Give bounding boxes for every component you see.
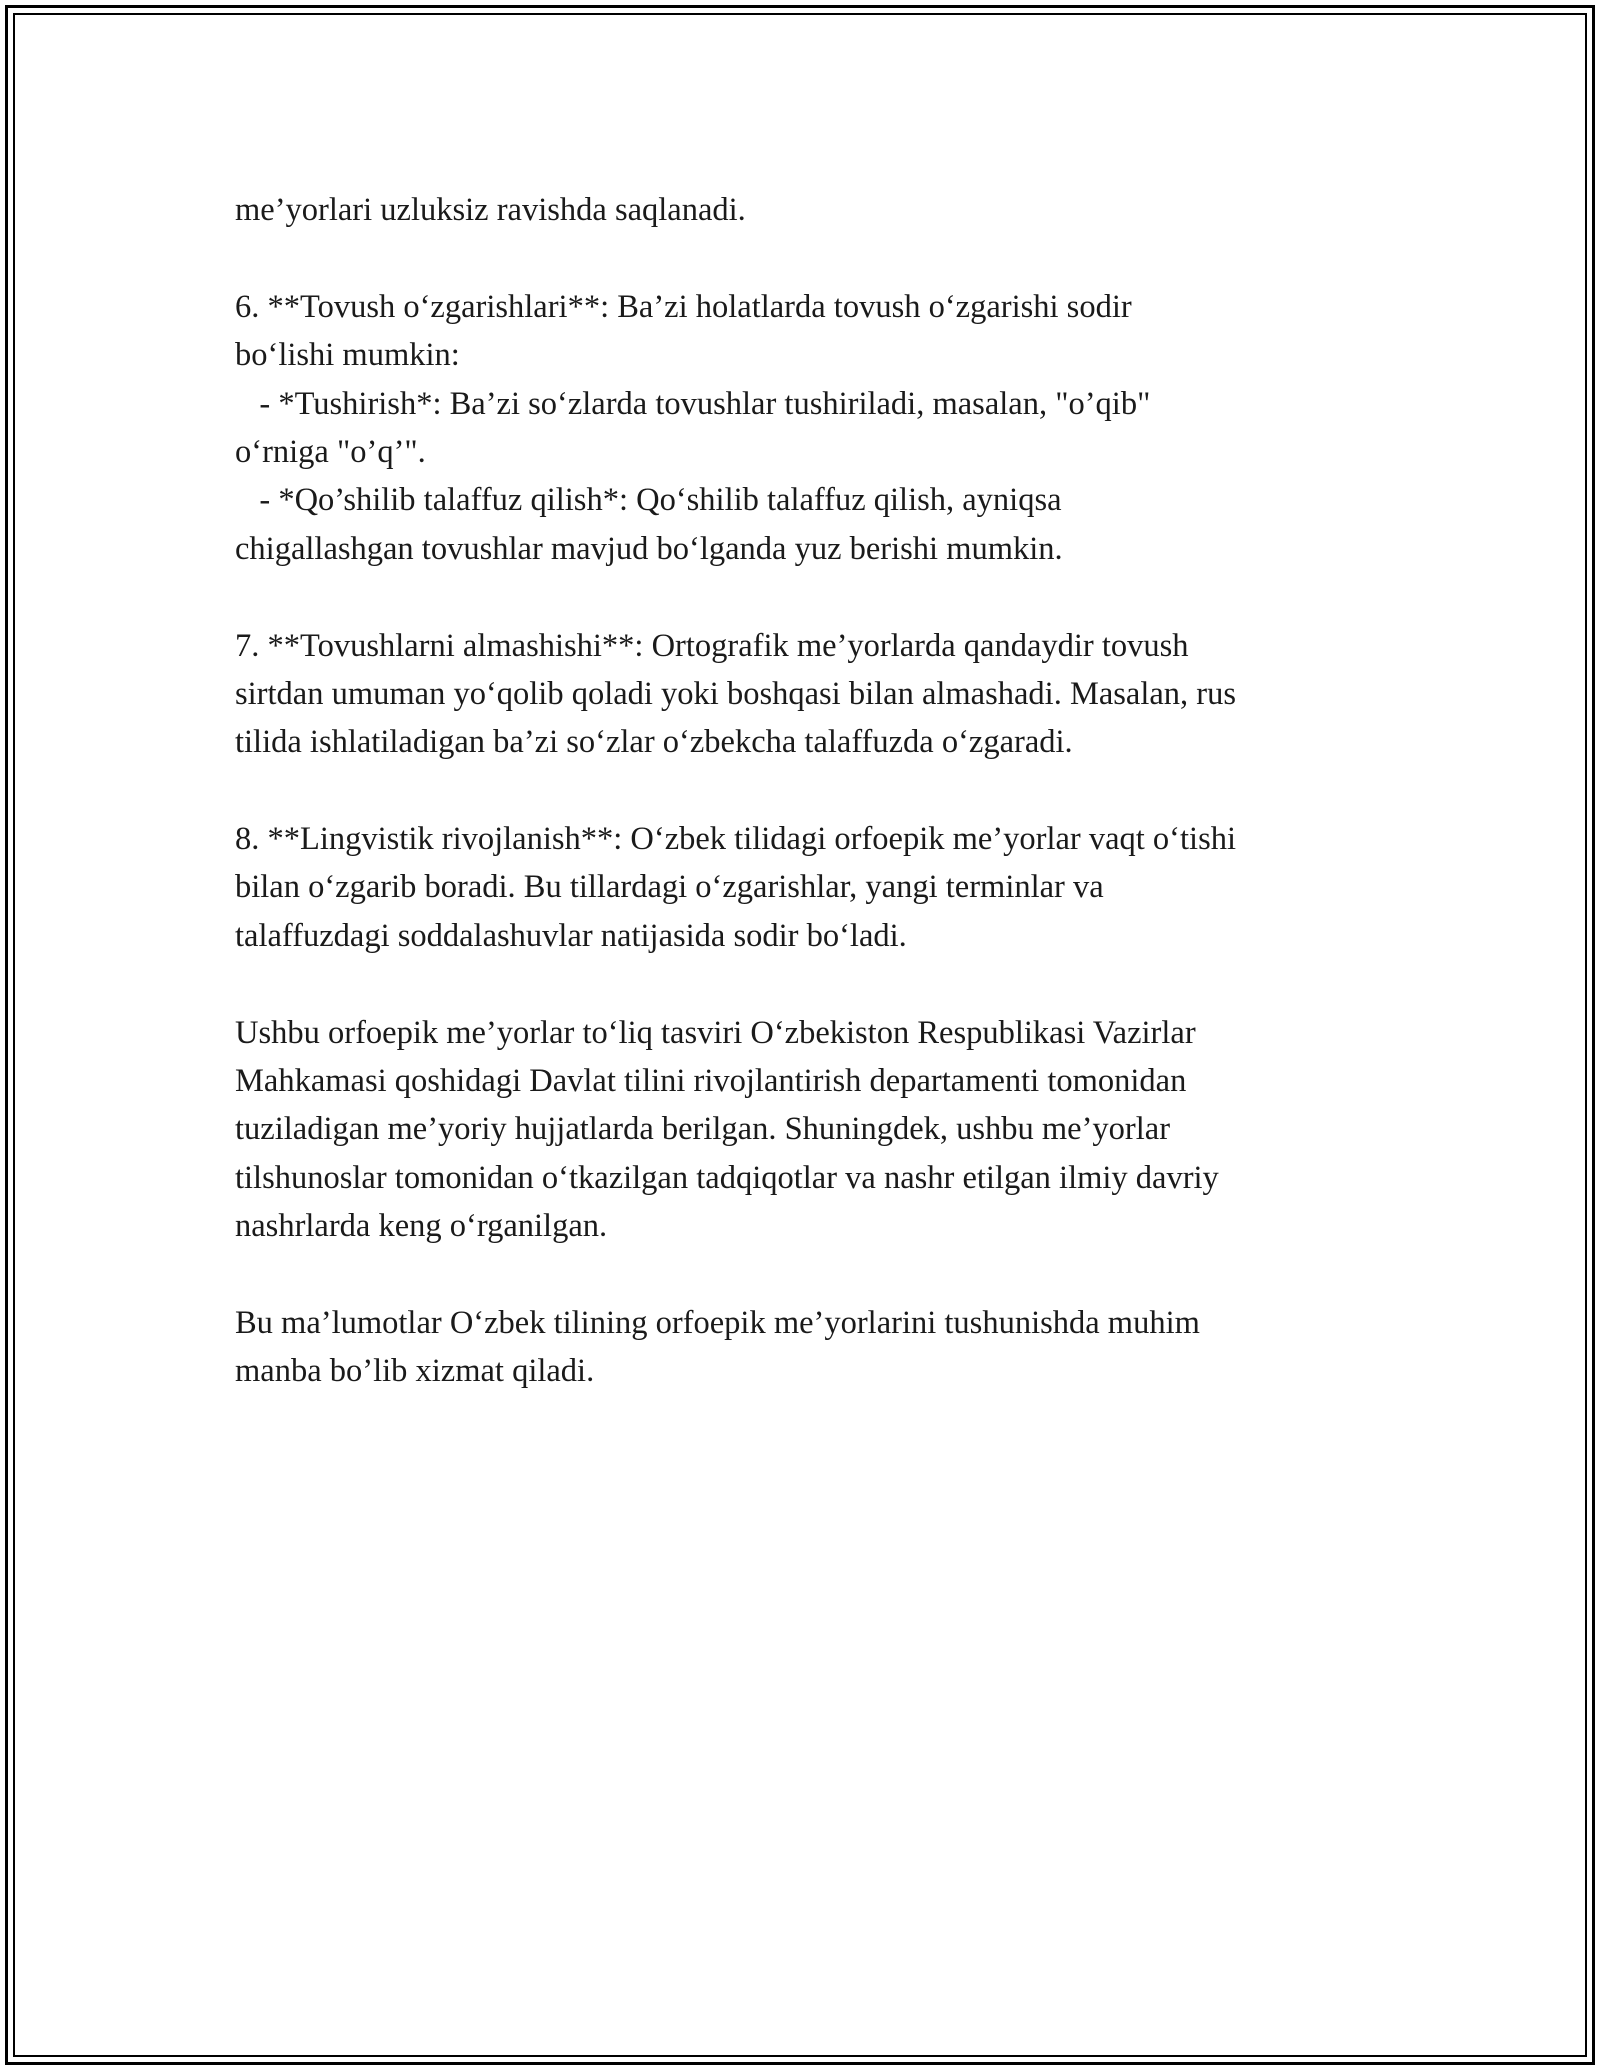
paragraph-gap [235, 234, 1385, 282]
text-line: - *Qo’shilib talaffuz qilish*: Qo‘shilib talaffuz qilish, ayniqsa [235, 482, 1062, 519]
text-line: bilan o‘zgarib boradi. Bu tillardagi o‘zgarishlar, yangi terminlar va [235, 869, 1104, 906]
text-line: 6. **Tovush o‘zgarishlari**: Ba’zi holatlarda tovush o‘zgarishi sodir [235, 288, 1132, 325]
paragraph-conclusion [235, 1299, 1385, 1396]
text-line: me’yorlari uzluksiz ravishda saqlanadi. [235, 192, 746, 228]
text-line: talaffuzdagi soddalashuvlar natijasida sodir bo‘ladi. [235, 917, 907, 954]
paragraph-item-8 [235, 815, 1385, 960]
text-line: tilida ishlatiladigan ba’zi so‘zlar o‘zbekcha talaffuzda o‘zgaradi. [235, 724, 1073, 761]
text-line: nashrlarda keng o‘rganilgan. [235, 1208, 608, 1245]
text-line: o‘rniga "o’q’". [235, 433, 426, 470]
text-line: Mahkamasi qoshidagi Davlat tilini rivojlantirish departamenti tomonidan [235, 1063, 1187, 1100]
paragraph-gap [235, 767, 1385, 815]
text-line: 7. **Tovushlarni almashishi**: Ortografik me’yorlarda qandaydir tovush [235, 627, 1189, 664]
paragraph-gap [235, 960, 1385, 1008]
text-line: tuziladigan me’yoriy hujjatlarda berilgan. Shuningdek, ushbu me’yorlar [235, 1111, 1171, 1148]
paragraph-gap [235, 1251, 1385, 1299]
paragraph-sources [235, 1009, 1385, 1251]
paragraph-gap [235, 573, 1385, 621]
text-line: - *Tushirish*: Ba’zi so‘zlarda tovushlar tushiriladi, masalan, "o’qib" [235, 385, 1151, 422]
text-line: sirtdan umuman yo‘qolib qoladi yoki boshqasi bilan almashadi. Masalan, rus [235, 675, 1237, 712]
text-line: Bu ma’lumotlar O‘zbek tilining orfoepik me’yorlarini tushunishda muhim [235, 1304, 1200, 1341]
text-line: manba bo’lib xizmat qiladi. [235, 1353, 595, 1390]
paragraph-continuation [235, 186, 1385, 234]
text-line: Ushbu orfoepik me’yorlar to‘liq tasviri O‘zbekiston Respublikasi Vazirlar [235, 1014, 1196, 1051]
text-line: bo‘lishi mumkin: [235, 337, 460, 374]
text-line: chigallashgan tovushlar mavjud bo‘lganda yuz berishi mumkin. [235, 530, 1063, 567]
paragraph-item-6 [235, 283, 1385, 573]
text-line: tilshunoslar tomonidan o‘tkazilgan tadqiqotlar va nashr etilgan ilmiy davriy [235, 1159, 1219, 1196]
text-line: 8. **Lingvistik rivojlanish**: O‘zbek tilidagi orfoepik me’yorlar vaqt o‘tishi [235, 821, 1236, 858]
document-body [235, 186, 1385, 1396]
paragraph-item-7 [235, 622, 1385, 767]
